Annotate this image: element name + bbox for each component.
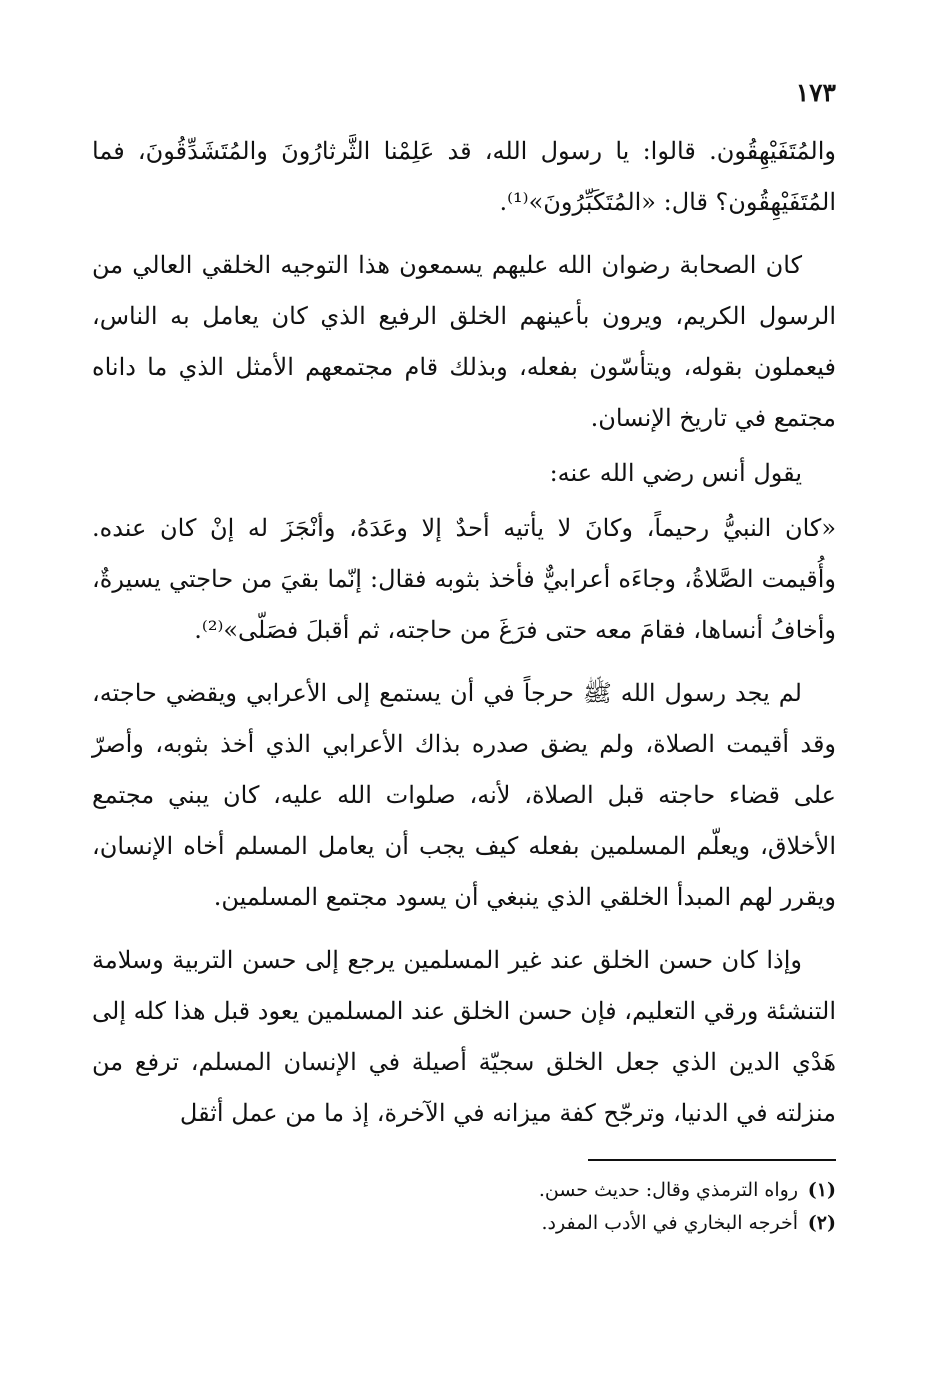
footnote-1 [92, 1174, 836, 1207]
hadith-quote: «كان النبيُّ رحيماً، وكانَ لا يأتيه أحدٌ إلا وعَدَهُ، وأنْجَزَ له إنْ كان عنده. وأُقيمت الصَّلاةُ، وجاءَه أعرابيٌّ فأخذ بثوبه فقال: إنّما بقيَ من حاجتي يسيرةٌ، وأخافُ أنساها، فقامَ معه حتى فرَغَ من حاجته، ثم أقبلَ فصَلّى»⁽²⁾. [92, 514, 836, 644]
paragraph-2: كان الصحابة رضوان الله عليهم يسمعون هذا التوجيه الخلقي العالي من الرسول الكريم، ويرون بأعينهم الخلق الرفيع الذي كان يعامل به الناس، فيعملون بقوله، ويتأسّون بفعله، وبذلك قام مجتمعهم الأمثل الذي ما داناه مجتمع في تاريخ الإنسان. [92, 251, 836, 432]
footnote-text: رواه الترمذي وقال: حديث حسن. [538, 1179, 798, 1201]
book-page [92, 70, 836, 1270]
footnote-divider [588, 1159, 836, 1161]
footnote-marker: (١) [807, 1179, 836, 1201]
page-number: ١٧٣ [795, 78, 836, 107]
paragraph-5: لم يجد رسول الله ﷺ حرجاً في أن يستمع إلى الأعرابي ويقضي حاجته، وقد أقيمت الصلاة، ولم يضق صدره بذاك الأعرابي الذي أخذ بثوبه، وأصرّ على قضاء حاجته قبل الصلاة، لأنه، صلوات الله عليه، كان يبني مجتمع الأخلاق، ويعلّم المسلمين بفعله كيف يجب أن يعامل المسلم أخاه الإنسان، ويقرر لهم المبدأ الخلقي الذي ينبغي أن يسود مجتمع المسلمين. [92, 679, 836, 911]
footnote-marker: (٢) [807, 1212, 836, 1234]
main-text [92, 126, 836, 1139]
footnotes [92, 1174, 836, 1240]
paragraph-3: يقول أنس رضي الله عنه: [549, 459, 802, 487]
paragraph-1: والمُتَفَيْهِقُون. قالوا: يا رسول الله، قد عَلِمْنا الثَّرثارُونَ والمُتَشَدِّقُونَ، فما المُتَفَيْهِقُون؟ قال: «المُتَكَبِّرُونَ»⁽¹⁾. [92, 137, 836, 216]
paragraph-6: وإذا كان حسن الخلق عند غير المسلمين يرجع إلى حسن التربية وسلامة التنشئة ورقي التعليم، فإن حسن الخلق عند المسلمين يعود قبل هذا كله إلى هَدْي الدين الذي جعل الخلق سجيّة أصيلة في الإنسان المسلم، ترفع من منزلته في الدنيا، وترجّح كفة ميزانه في الآخرة، إذ ما من عمل أثقل [92, 946, 836, 1127]
footnote-text: أخرجه البخاري في الأدب المفرد. [541, 1212, 798, 1234]
footnote-2 [92, 1207, 836, 1240]
